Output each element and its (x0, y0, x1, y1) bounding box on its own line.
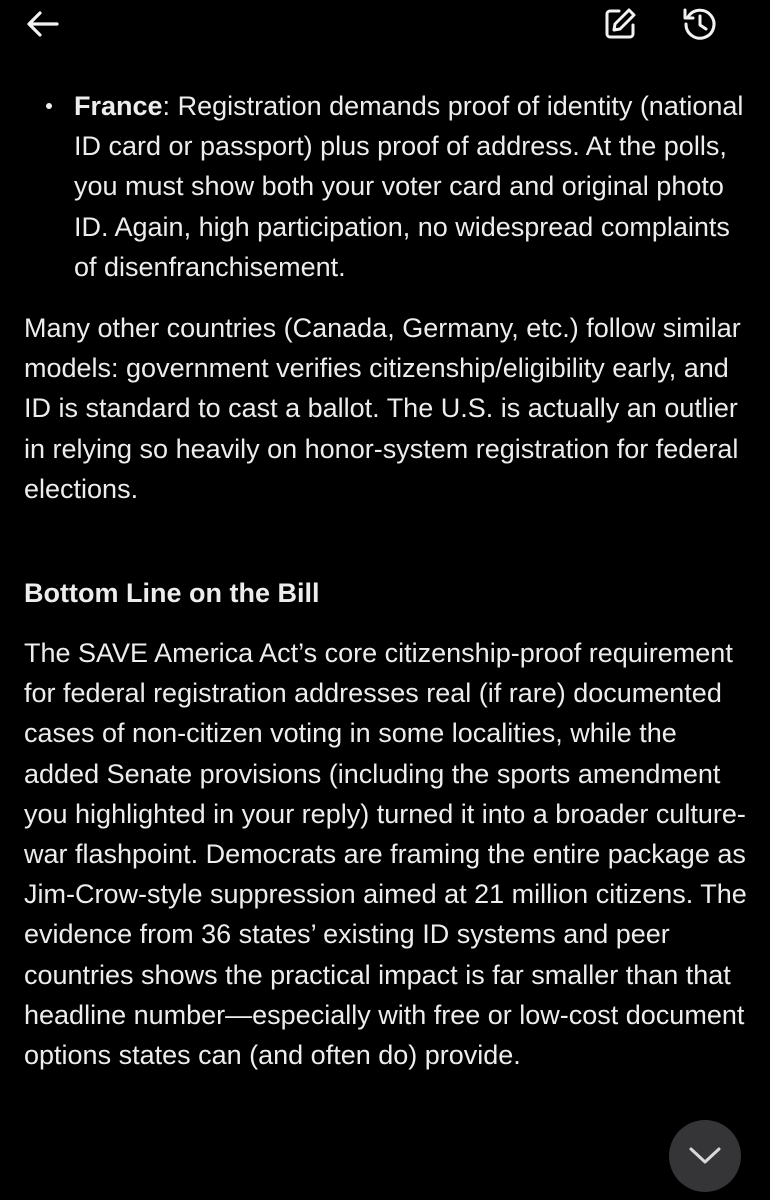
edit-icon (602, 6, 638, 42)
edit-button[interactable] (598, 2, 642, 46)
history-icon (681, 5, 719, 43)
list-item (24, 86, 748, 287)
message-content (24, 86, 748, 1075)
chevron-down-icon (688, 1146, 722, 1166)
bullet-separator: : (162, 91, 171, 121)
bullet-term: France (74, 91, 163, 121)
arrow-left-icon (25, 10, 59, 38)
scroll-to-bottom-button[interactable] (669, 1120, 741, 1192)
history-button[interactable] (678, 2, 722, 46)
back-button[interactable] (20, 4, 64, 44)
bullet-list (24, 86, 748, 287)
paragraph-countries: Many other countries (Canada, Germany, etc.) follow similar models: government verifies citizenship/​eligibility early, and ID is standard to cast a ballot. The U.S. is actually an outlier in relying so heavily on honor-system registration for federal elections. (24, 313, 741, 504)
paragraph-bottom-line: The SAVE America Act’s core citizenship-proof requirement for federal registration addresses real (if rare) documented cases of non-citizen voting in some localities, while the added Senate provisions (including the sports amendment you highlighted in your reply) turned it into a broader culture-war flashpoint. Democrats are framing the entire package as Jim-Crow-style suppression aimed at 21 million citizens. The evidence from 36 states’ existing ID systems and peer countries shows the practical impact is far smaller than that headline number—especially with free or low-cost document options states can (and often do) provide. (24, 638, 747, 1071)
section-heading: Bottom Line on the Bill (24, 578, 320, 609)
bullet-text: Registration demands proof of identity (national ID card or passport) plus proof of address. At the polls, you must show both your voter card and original photo ID. Again, high participation, no widespread complaints of disenfranchisement. (74, 91, 744, 282)
bullet-dot (46, 103, 52, 109)
top-bar (0, 0, 770, 52)
